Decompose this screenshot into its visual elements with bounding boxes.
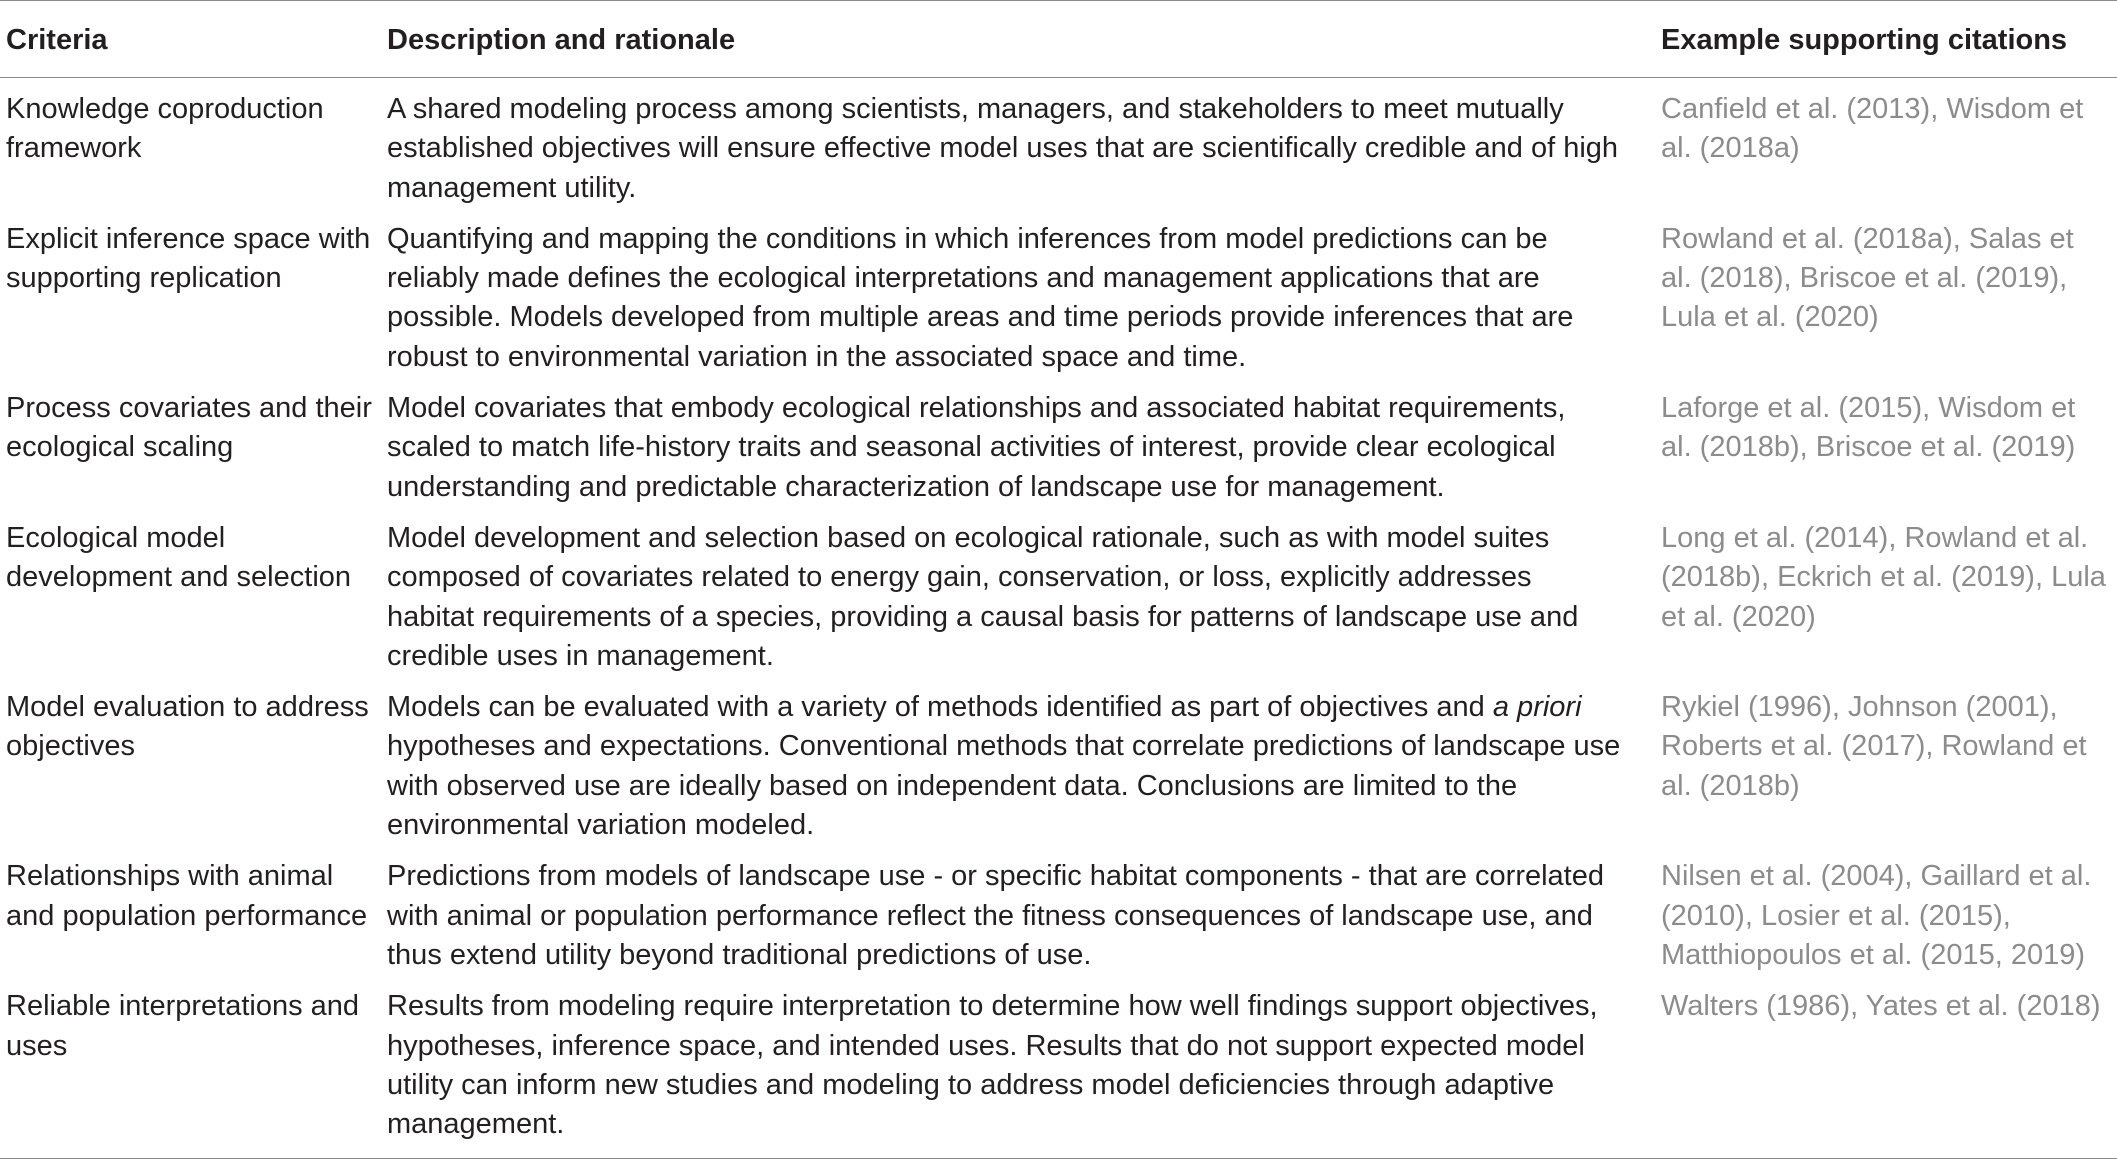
- table-row: [0, 216, 2117, 385]
- cell-description: A shared modeling process among scientists, managers, and stakeholders to meet mutually established objectives will ensure effective model uses that are scientifically credible and of high management utility.: [387, 93, 1619, 204]
- table-row: [0, 853, 2117, 983]
- cell-description: Quantifying and mapping the conditions in which inferences from model predictions can be reliably made defines the ecological interpretations and management applications that are possible. Models developed from multiple areas and time periods provide inferences that are robust to environmental variation in the associated space and time.: [387, 222, 1574, 373]
- cell-citations: Laforge et al. (2015), Wisdom et al. (2018b), Briscoe et al. (2019): [1661, 392, 2076, 464]
- table-row: [0, 684, 2117, 853]
- cell-criteria: Model evaluation to address objectives: [6, 691, 369, 763]
- header-row: [0, 1, 2117, 78]
- cell-citations: Rowland et al. (2018a), Salas et al. (2018), Briscoe et al. (2019), Lula et al. (2020): [1661, 222, 2074, 334]
- table-header: [0, 1, 2117, 78]
- cell-description: Model covariates that embody ecological relationships and associated habitat requirements, scaled to match life-history traits and seasonal activities of interest, provide clear ecological understanding and predictable characterization of landscape use for management.: [387, 392, 1566, 503]
- cell-criteria: Ecological model development and selection: [6, 521, 352, 594]
- cell-criteria: Process covariates and their ecological scaling: [6, 392, 372, 464]
- table-row: [0, 983, 2117, 1159]
- cell-citations: Long et al. (2014), Rowland et al. (2018b), Eckrich et al. (2019), Lula et al. (2020): [1661, 521, 2106, 633]
- description-text-start: Models can be evaluated with a variety of methods identified as part of objectives and: [387, 691, 1493, 724]
- cell-citations: Nilsen et al. (2004), Gaillard et al. (2010), Losier et al. (2015), Matthiopoulos et al. (2015, 2019): [1661, 860, 2092, 971]
- cell-criteria: Relationships with animal and population performance: [6, 860, 368, 932]
- cell-citations: Canfield et al. (2013), Wisdom et al. (2018a): [1661, 93, 2084, 165]
- cell-criteria: Knowledge coproduction framework: [6, 93, 324, 165]
- cell-description: Results from modeling require interpretation to determine how well findings support objectives, hypotheses, inference space, and intended uses. Results that do not support expected model utility can inform new studies and modeling to address model deficiencies through adaptive management.: [387, 990, 1598, 1141]
- cell-criteria: Explicit inference space with supporting replication: [6, 222, 371, 295]
- table-body: [0, 78, 2117, 1159]
- description-text-end: hypotheses and expectations. Conventional methods that correlate predictions of landscape use with observed use are ideally based on independent data. Conclusions are limited to the environmental variation modeled.: [387, 730, 1621, 842]
- cell-citations: Walters (1986), Yates et al. (2018): [1661, 990, 2101, 1023]
- table-row: [0, 385, 2117, 515]
- cell-criteria: Reliable interpretations and uses: [6, 990, 360, 1062]
- table-row: [0, 515, 2117, 684]
- cell-description: Model development and selection based on ecological rationale, such as with model suites composed of covariates related to energy gain, conservation, or loss, explicitly addresses habitat requirements of a species, providing a causal basis for patterns of landscape use and credible uses in management.: [387, 521, 1579, 672]
- header-criteria: Criteria: [6, 24, 108, 56]
- cell-description: [385, 684, 1661, 853]
- cell-citations: Rykiel (1996), Johnson (2001), Roberts et al. (2017), Rowland et al. (2018b): [1661, 691, 2087, 802]
- table-row: [0, 78, 2117, 216]
- header-description: Description and rationale: [387, 24, 736, 56]
- header-citations: Example supporting citations: [1661, 24, 2068, 56]
- description-italic-term: a priori: [1492, 691, 1582, 724]
- cell-description: Predictions from models of landscape use - or specific habitat components - that are correlated with animal or population performance reflect the fitness consequences of landscape use, and thus extend utility beyond traditional predictions of use.: [387, 860, 1604, 971]
